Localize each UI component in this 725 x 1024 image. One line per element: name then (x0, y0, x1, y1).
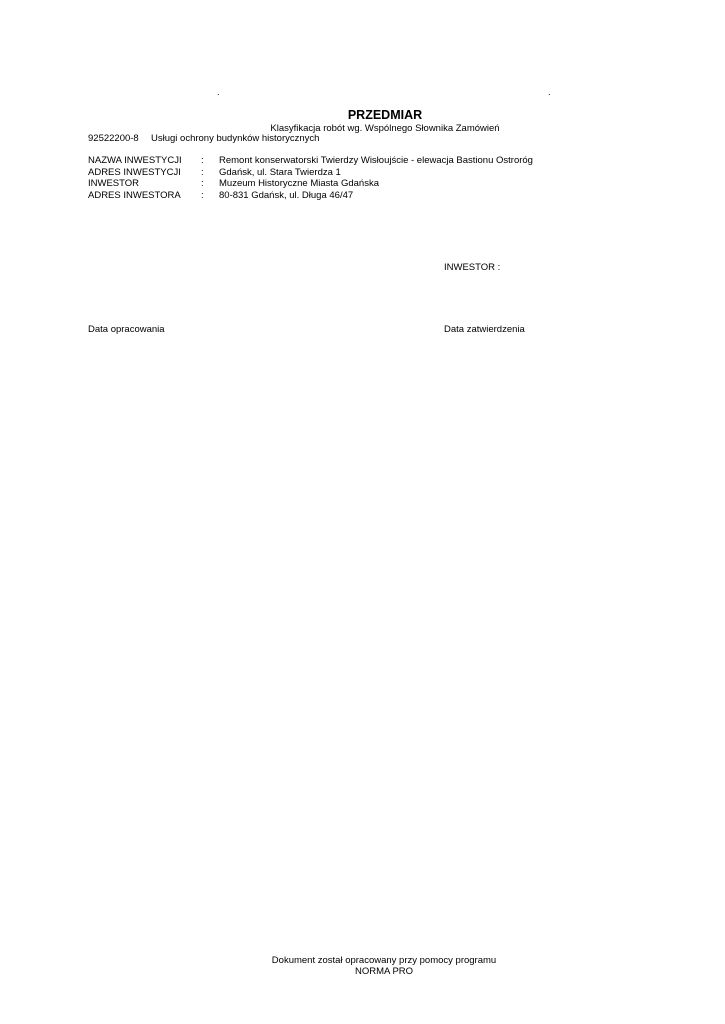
investor-signature-label: INWESTOR : (444, 262, 501, 273)
info-label: ADRES INWESTYCJI (88, 166, 181, 178)
info-label: ADRES INWESTORA (88, 189, 181, 201)
document-title: PRZEDMIAR (347, 108, 423, 122)
info-value: Muzeum Historyczne Miasta Gdańska (219, 178, 379, 189)
header-dot-left: . (217, 87, 220, 97)
info-label: INWESTOR (88, 178, 140, 189)
footer-line-1: Dokument został opracowany przy pomocy programu (271, 955, 497, 966)
info-value: Remont konserwatorski Twierdzy Wisłoujście - elewacja Bastionu Ostroróg (219, 155, 533, 166)
info-label: NAZWA INWESTYCJI (88, 155, 182, 166)
date-approved-label: Data zatwierdzenia (444, 324, 525, 335)
footer-note (240, 955, 528, 977)
info-value: Gdańsk, ul. Stara Twierdza 1 (219, 166, 341, 178)
info-colon: : (201, 155, 204, 166)
cpv-code: 92522200-8 (88, 133, 139, 144)
info-colon: : (201, 166, 204, 178)
info-value: 80-831 Gdańsk, ul. Długa 46/47 (219, 189, 354, 201)
info-colon: : (201, 178, 204, 189)
document-subtitle: Klasyfikacja robót wg. Wspólnego Słownika Zamówień (270, 123, 500, 134)
header-dot-right: . (548, 87, 551, 97)
cpv-description: Usługi ochrony budynków historycznych (151, 133, 320, 144)
info-colon: : (201, 189, 204, 201)
footer-line-2: NORMA PRO (354, 966, 414, 977)
date-prepared-label: Data opracowania (88, 324, 165, 335)
